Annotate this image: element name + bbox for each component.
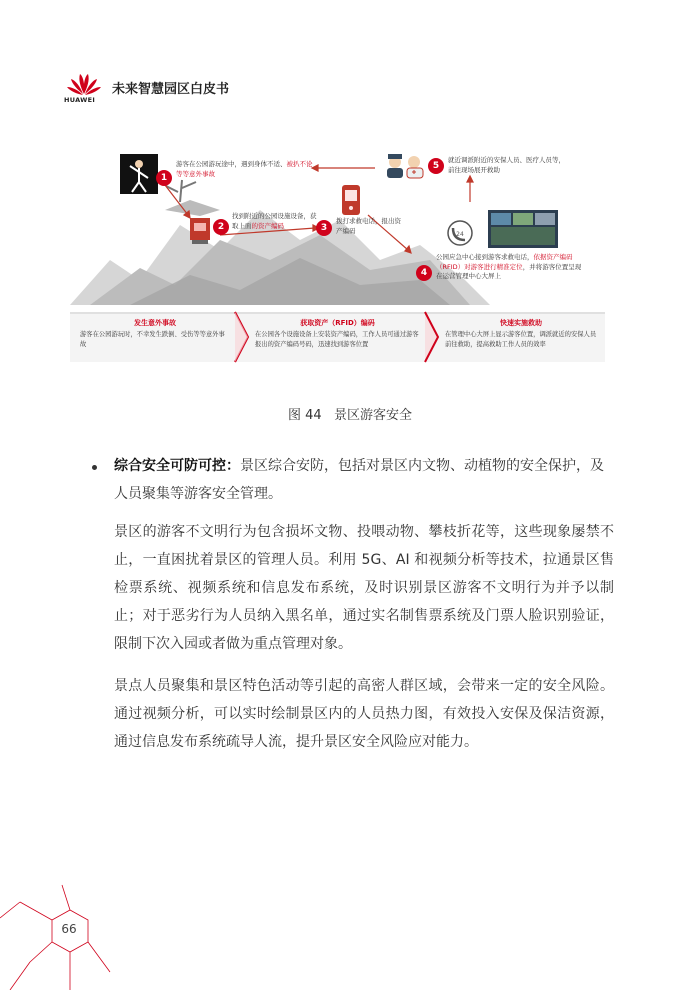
paragraph-2: 景点人员聚集和景区特色活动等引起的高密人群区域，会带来一定的安全风险。通过视频分析，可以实时绘制景区内的人员热力图，有效投入安保及保洁资源，通过信息发布系统疏导人流，提升景区安全风险应对能力。	[114, 678, 614, 750]
flow-step-1-text: 游客在公园游玩时，不幸发生跌倒、受伤等等意外事故	[80, 331, 225, 348]
huawei-logo-icon	[64, 70, 104, 110]
document-title: 未来智慧园区白皮书	[112, 82, 230, 97]
bullet-dot-icon	[92, 465, 97, 470]
figure-caption	[0, 404, 700, 423]
figure-number: 图 44	[287, 408, 322, 423]
flow-step-3-title: 快速实施救助	[500, 319, 542, 327]
step-badge-2: 2	[213, 219, 229, 235]
page-header	[64, 70, 364, 110]
step-badge-5: 5	[428, 158, 444, 174]
paragraph-1: 景区的游客不文明行为包含损坏文物、投喂动物、攀枝折花等，这些现象屡禁不止，一直困扰着景区的管理人员。利用 5G、AI 和视频分析等技术，拉通景区售检票系统、视频系统和信息发布系统，及时识别景区游客不文明行为并予以制止；对于恶劣行为人员纳入黑名单，通过实名制售票系统及门票人脸识别验证，限制下次入园或者做为重点管理对象。	[114, 524, 614, 652]
flow-step-3-text: 在管理中心大屏上显示游客位置，调派就近的安保人员前往救助，提高救助工作人员的效率	[445, 331, 597, 348]
operation-center-screen	[488, 210, 558, 248]
mountain-illustration	[70, 180, 490, 305]
flow-step-2-title: 获取资产（RFID）编码	[300, 319, 375, 327]
security-staff-icon	[387, 154, 423, 178]
step-5-note: 就近调派附近的安保人员、医疗人员等，前往现场展开救助	[448, 156, 565, 174]
step-3-note: 拨打求救电话，报出资产编码	[336, 217, 401, 235]
bullet-item	[114, 452, 614, 508]
step-badge-3: 3	[316, 220, 332, 236]
figure-title: 景区游客安全	[334, 408, 413, 423]
page-number: 66	[61, 922, 77, 936]
logo-text: HUAWEI	[64, 96, 96, 104]
tourist-distress-icon	[120, 154, 158, 194]
step-badge-4: 4	[416, 265, 432, 281]
mobile-phone-icon	[342, 185, 360, 215]
flow-step-2-text: 在公园各个设施设备上安装资产编码，工作人员可通过游客报出的资产编码号码，迅速找到游客位置	[255, 331, 419, 348]
step-1-note: 游客在公园游玩途中，遇到身体不适、被扒不论等等意外事故	[176, 160, 313, 178]
step-badge-1: 1	[156, 170, 172, 186]
step-2-note: 找到附近的公园设施设备，获取上面的资产编码	[232, 212, 317, 230]
step-4-note: 公园应急中心接到游客求救电话，依据资产编码（RFID）对游客进行精准定位，并将游客位置呈现在运营管理中心大屏上	[436, 253, 582, 280]
flow-step-1-title: 发生意外事故	[134, 319, 176, 327]
equipment-rfid-box-icon	[190, 218, 210, 244]
bullet-label: 综合安全可防可控：	[114, 458, 240, 474]
figure-tourist-safety	[70, 140, 605, 372]
bullet-text: 景区综合安防，包括对景区内文物、动植物的安全保护，及人员聚集等游客安全管理。	[114, 458, 604, 502]
phone-number-label: 24	[456, 231, 464, 238]
